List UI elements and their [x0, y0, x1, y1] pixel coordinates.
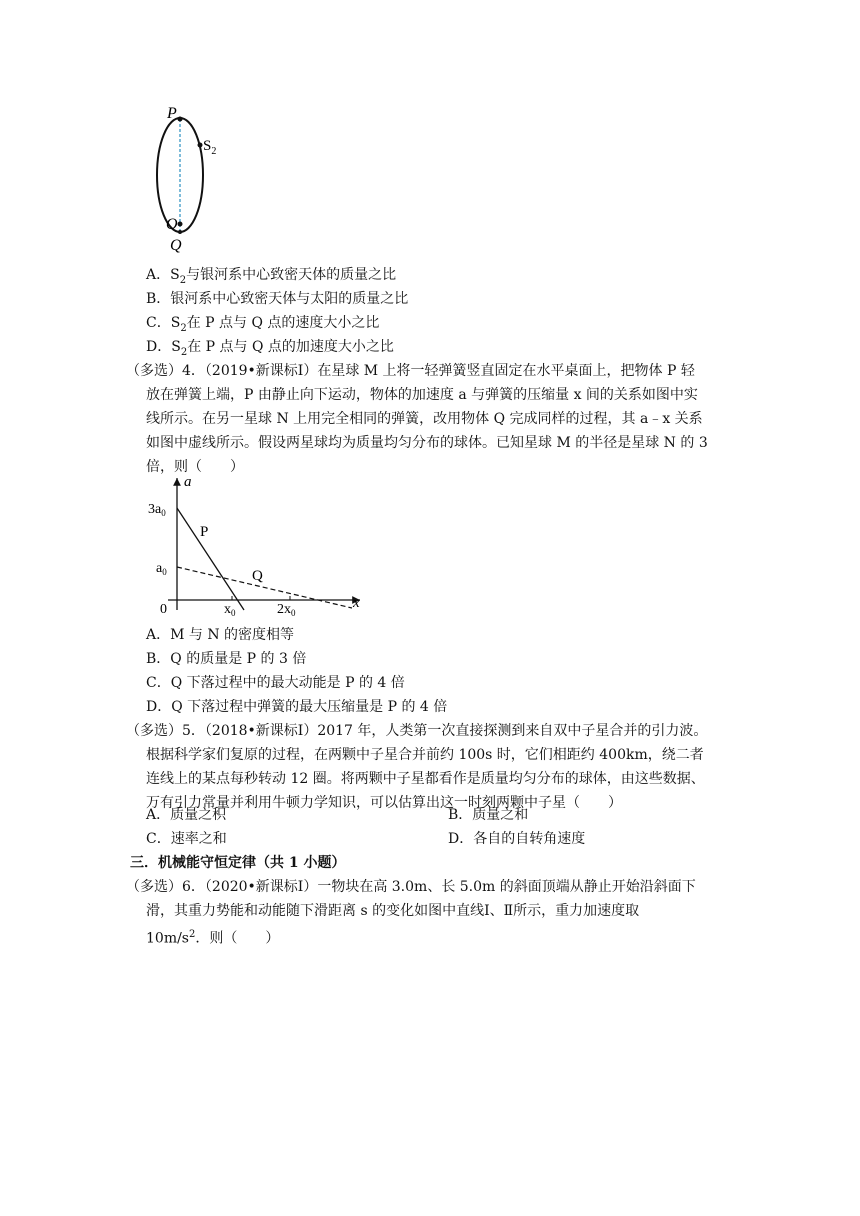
q4-option-b: B．Q 的质量是 P 的 3 倍: [146, 651, 307, 667]
y-tick-a0: $a_0$: [156, 561, 167, 577]
q3-option-d: D．$S_2$在 P 点与 Q 点的加速度大小之比: [146, 339, 394, 358]
label-o: O: [166, 216, 178, 233]
q5-option-d: D．各自的自转角速度: [448, 831, 586, 847]
label-q: Q: [170, 237, 182, 254]
orbit-figure: [150, 100, 240, 258]
origin-label: 0: [160, 602, 167, 617]
y-tick-3a0: $3a_0$: [148, 502, 166, 518]
q5-stem-line-4: 万有引力常量并利用牛顿力学知识，可以估算出这一时刻两颗中子星（ ）: [146, 795, 622, 811]
q4-stem-line-1: （多选）4．（2019•新课标Ⅰ）在星球 M 上将一轻弹簧竖直固定在水平桌面上，把物体 P 轻: [126, 363, 695, 379]
q4-option-c: C．Q 下落过程中的最大动能是 P 的 4 倍: [146, 675, 405, 691]
label-p: P: [167, 105, 177, 122]
q4-stem-line-3: 线所示。在另一星球 N 上用完全相同的弹簧，改用物体 Q 完成同样的过程，其 a﹣x 关系: [146, 411, 703, 427]
q6-stem-line-1: （多选）6．（2020•新课标Ⅰ）一物块在高 3.0m、长 5.0m 的斜面顶端从静止开始沿斜面下: [126, 879, 696, 895]
q3-option-a: A．$S_2$与银河系中心致密天体的质量之比: [146, 267, 397, 286]
q6-stem-line-2: 滑，其重力势能和动能随下滑距离 s 的变化如图中直线Ⅰ、Ⅱ所示，重力加速度取: [146, 903, 640, 919]
q4-stem-line-5: 倍，则（ ）: [146, 459, 244, 475]
line-q-dashed: [177, 567, 352, 608]
q4-option-d: D．Q 下落过程中弹簧的最大压缩量是 P 的 4 倍: [146, 699, 448, 715]
q4-option-a: A．M 与 N 的密度相等: [146, 627, 295, 643]
x-axis-label: x: [353, 595, 360, 611]
q5-stem-line-1: （多选）5．（2018•新课标Ⅰ）2017 年，人类第一次直接探测到来自双中子星合并的引力波。: [126, 723, 708, 739]
x-tick-x0: $x_0$: [224, 602, 236, 618]
q6-stem-line-3: $10m/s^2$．则（ ）: [146, 929, 280, 947]
line-p-solid: [177, 508, 244, 610]
label-s2: $S_2$: [203, 138, 217, 157]
point-q-dot: [178, 230, 182, 234]
q5-stem-line-3: 连线上的某点每秒转动 12 圈。将两颗中子星都看作是质量均匀分布的球体，由这些数据、: [146, 771, 705, 787]
q3-option-b: B．银河系中心致密天体与太阳的质量之比: [146, 291, 409, 307]
q4-stem-line-4: 如图中虚线所示。假设两星球均为质量均匀分布的球体。已知星球 M 的半径是星球 N 的 3: [146, 435, 708, 451]
label-line-q: Q: [252, 568, 263, 584]
point-p-dot: [178, 117, 183, 122]
label-line-p: P: [200, 524, 209, 540]
q5-option-a: A．质量之积: [146, 807, 227, 823]
section-3-heading: 三．机械能守恒定律（共 1 小题）: [130, 855, 346, 871]
q5-option-c: C．速率之和: [146, 831, 227, 847]
q5-option-b: B．质量之和: [448, 807, 529, 823]
y-axis-label: a: [184, 474, 192, 490]
q3-option-c: C．$S_2$在 P 点与 Q 点的速度大小之比: [146, 315, 380, 334]
q4-stem-line-2: 放在弹簧上端，P 由静止向下运动，物体的加速度 a 与弹簧的压缩量 x 间的关系如图中实: [146, 387, 698, 403]
point-o-dot: [178, 222, 183, 227]
point-s2-dot: [198, 143, 203, 148]
x-tick-2x0: $2x_0$: [277, 602, 296, 618]
q5-stem-line-2: 根据科学家们复原的过程，在两颗中子星合并前约 100s 时，它们相距约 400km，绕二者: [146, 747, 704, 763]
ax-graph: [140, 470, 380, 620]
